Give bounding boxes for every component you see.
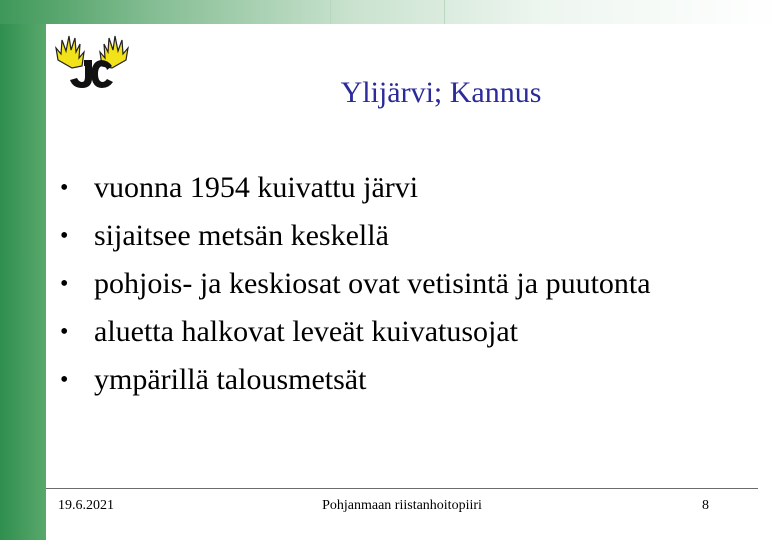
bullet-text: sijaitsee metsän keskellä <box>94 219 389 252</box>
bullet-marker: • <box>60 223 69 249</box>
moose-antlers-logo-icon <box>54 30 130 92</box>
top-divider <box>444 0 445 24</box>
list-item <box>60 212 760 260</box>
top-divider <box>330 0 331 24</box>
bullet-text: ympärillä talousmetsät <box>94 363 367 396</box>
bullet-list <box>60 164 760 404</box>
bullet-marker: • <box>60 271 69 297</box>
bullet-text: vuonna 1954 kuivattu järvi <box>94 171 419 204</box>
bullet-marker: • <box>60 175 69 201</box>
slide <box>46 24 780 540</box>
list-item <box>60 356 760 404</box>
list-item <box>60 260 654 308</box>
footer-date: 19.6.2021 <box>58 498 114 513</box>
list-item <box>60 164 760 212</box>
bullet-text: aluetta halkovat leveät kuivatusojat <box>94 315 519 348</box>
bullet-marker: • <box>60 367 69 393</box>
bullet-marker: • <box>60 319 69 345</box>
list-item <box>60 308 760 356</box>
footer-organization: Pohjanmaan riistanhoitopiiri <box>322 498 482 513</box>
footer-divider <box>46 488 758 489</box>
page-number: 8 <box>702 498 709 513</box>
bullet-text: pohjois- ja keskiosat ovat vetisintä ja puutonta <box>94 267 651 300</box>
slide-title: Ylijärvi; Kannus <box>340 76 542 109</box>
top-band <box>0 0 780 24</box>
